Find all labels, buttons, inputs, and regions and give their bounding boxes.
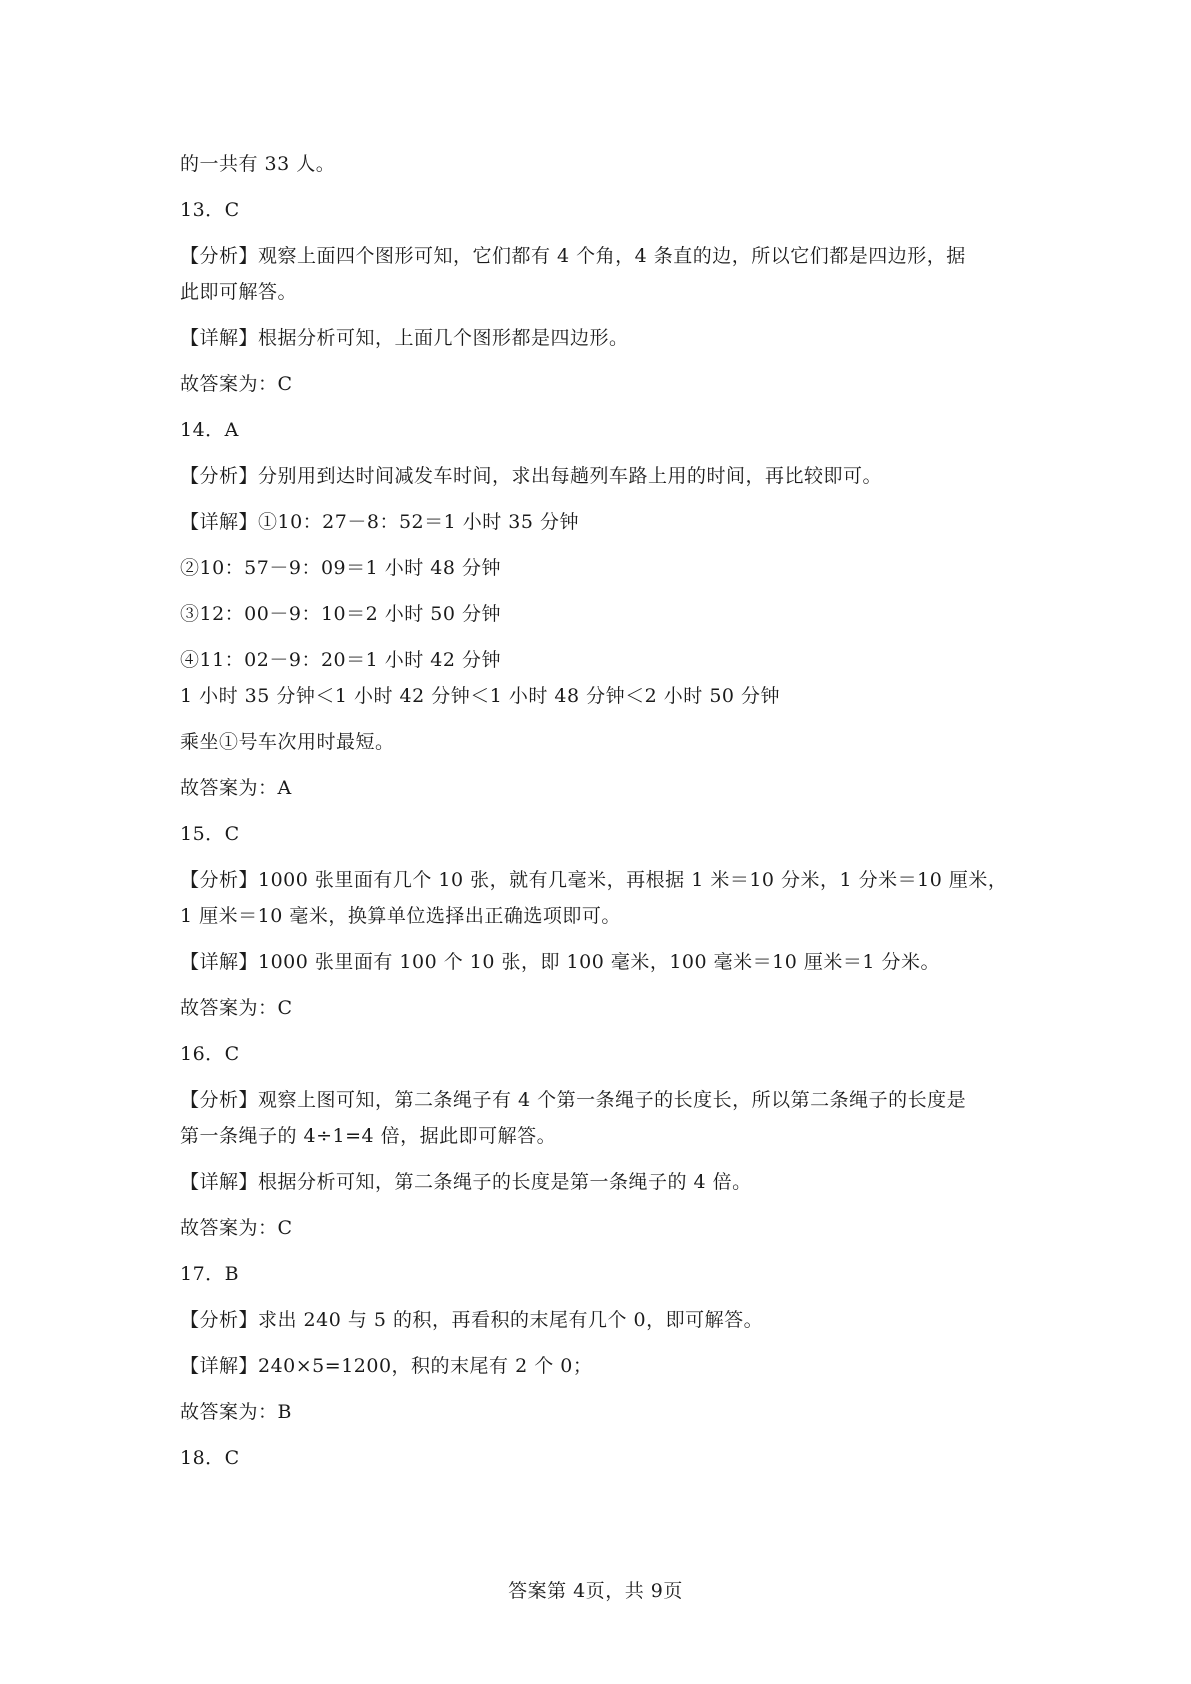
answer-line: 故答案为：C — [180, 1217, 293, 1239]
question-number: 18．C — [180, 1447, 240, 1469]
question-number: 15．C — [180, 823, 240, 845]
analysis-line: 【分析】观察上图可知，第二条绳子有 4 个第一条绳子的长度长，所以第二条绳子的长度是 — [180, 1089, 967, 1111]
answer-line: 故答案为：A — [180, 777, 292, 799]
detail-line: ④11：02－9：20＝1 小时 42 分钟 — [180, 649, 502, 671]
analysis-line: 【分析】求出 240 与 5 的积，再看积的末尾有几个 0，即可解答。 — [180, 1309, 764, 1331]
answer-line: 故答案为：C — [180, 997, 293, 1019]
detail-line: 【详解】①10：27－8：52＝1 小时 35 分钟 — [180, 511, 580, 533]
question-number: 14．A — [180, 419, 239, 441]
analysis-line: 此即可解答。 — [180, 281, 298, 303]
detail-line: ②10：57－9：09＝1 小时 48 分钟 — [180, 557, 502, 579]
detail-line: 1 小时 35 分钟＜1 小时 42 分钟＜1 小时 48 分钟＜2 小时 50 分钟 — [180, 685, 781, 707]
page-footer: 答案第 4页，共 9页 — [508, 1580, 683, 1602]
detail-line: 【详解】根据分析可知，第二条绳子的长度是第一条绳子的 4 倍。 — [180, 1171, 752, 1193]
analysis-line: 【分析】分别用到达时间减发车时间，求出每趟列车路上用的时间，再比较即可。 — [180, 465, 883, 487]
question-number: 16．C — [180, 1043, 240, 1065]
question-number: 13．C — [180, 199, 240, 221]
detail-line: 乘坐①号车次用时最短。 — [180, 731, 395, 753]
answer-line: 故答案为：B — [180, 1401, 292, 1423]
detail-line: 【详解】根据分析可知，上面几个图形都是四边形。 — [180, 327, 629, 349]
analysis-line: 1 厘米＝10 毫米，换算单位选择出正确选项即可。 — [180, 905, 621, 927]
detail-line: 【详解】240×5=1200，积的末尾有 2 个 0； — [180, 1355, 593, 1377]
question-number: 17．B — [180, 1263, 240, 1285]
detail-line: ③12：00－9：10＝2 小时 50 分钟 — [180, 603, 502, 625]
analysis-line: 第一条绳子的 4÷1=4 倍，据此即可解答。 — [180, 1125, 557, 1147]
answer-line: 故答案为：C — [180, 373, 293, 395]
analysis-line: 【分析】观察上面四个图形可知，它们都有 4 个角，4 条直的边，所以它们都是四边形，据 — [180, 245, 966, 267]
analysis-line: 【分析】1000 张里面有几个 10 张，就有几毫米，再根据 1 米＝10 分米，1 分米＝10 厘米， — [180, 869, 1008, 891]
text-line: 的一共有 33 人。 — [180, 153, 336, 175]
answer-content — [180, 150, 1040, 1472]
detail-line: 【详解】1000 张里面有 100 个 10 张，即 100 毫米，100 毫米＝10 厘米＝1 分米。 — [180, 951, 940, 973]
